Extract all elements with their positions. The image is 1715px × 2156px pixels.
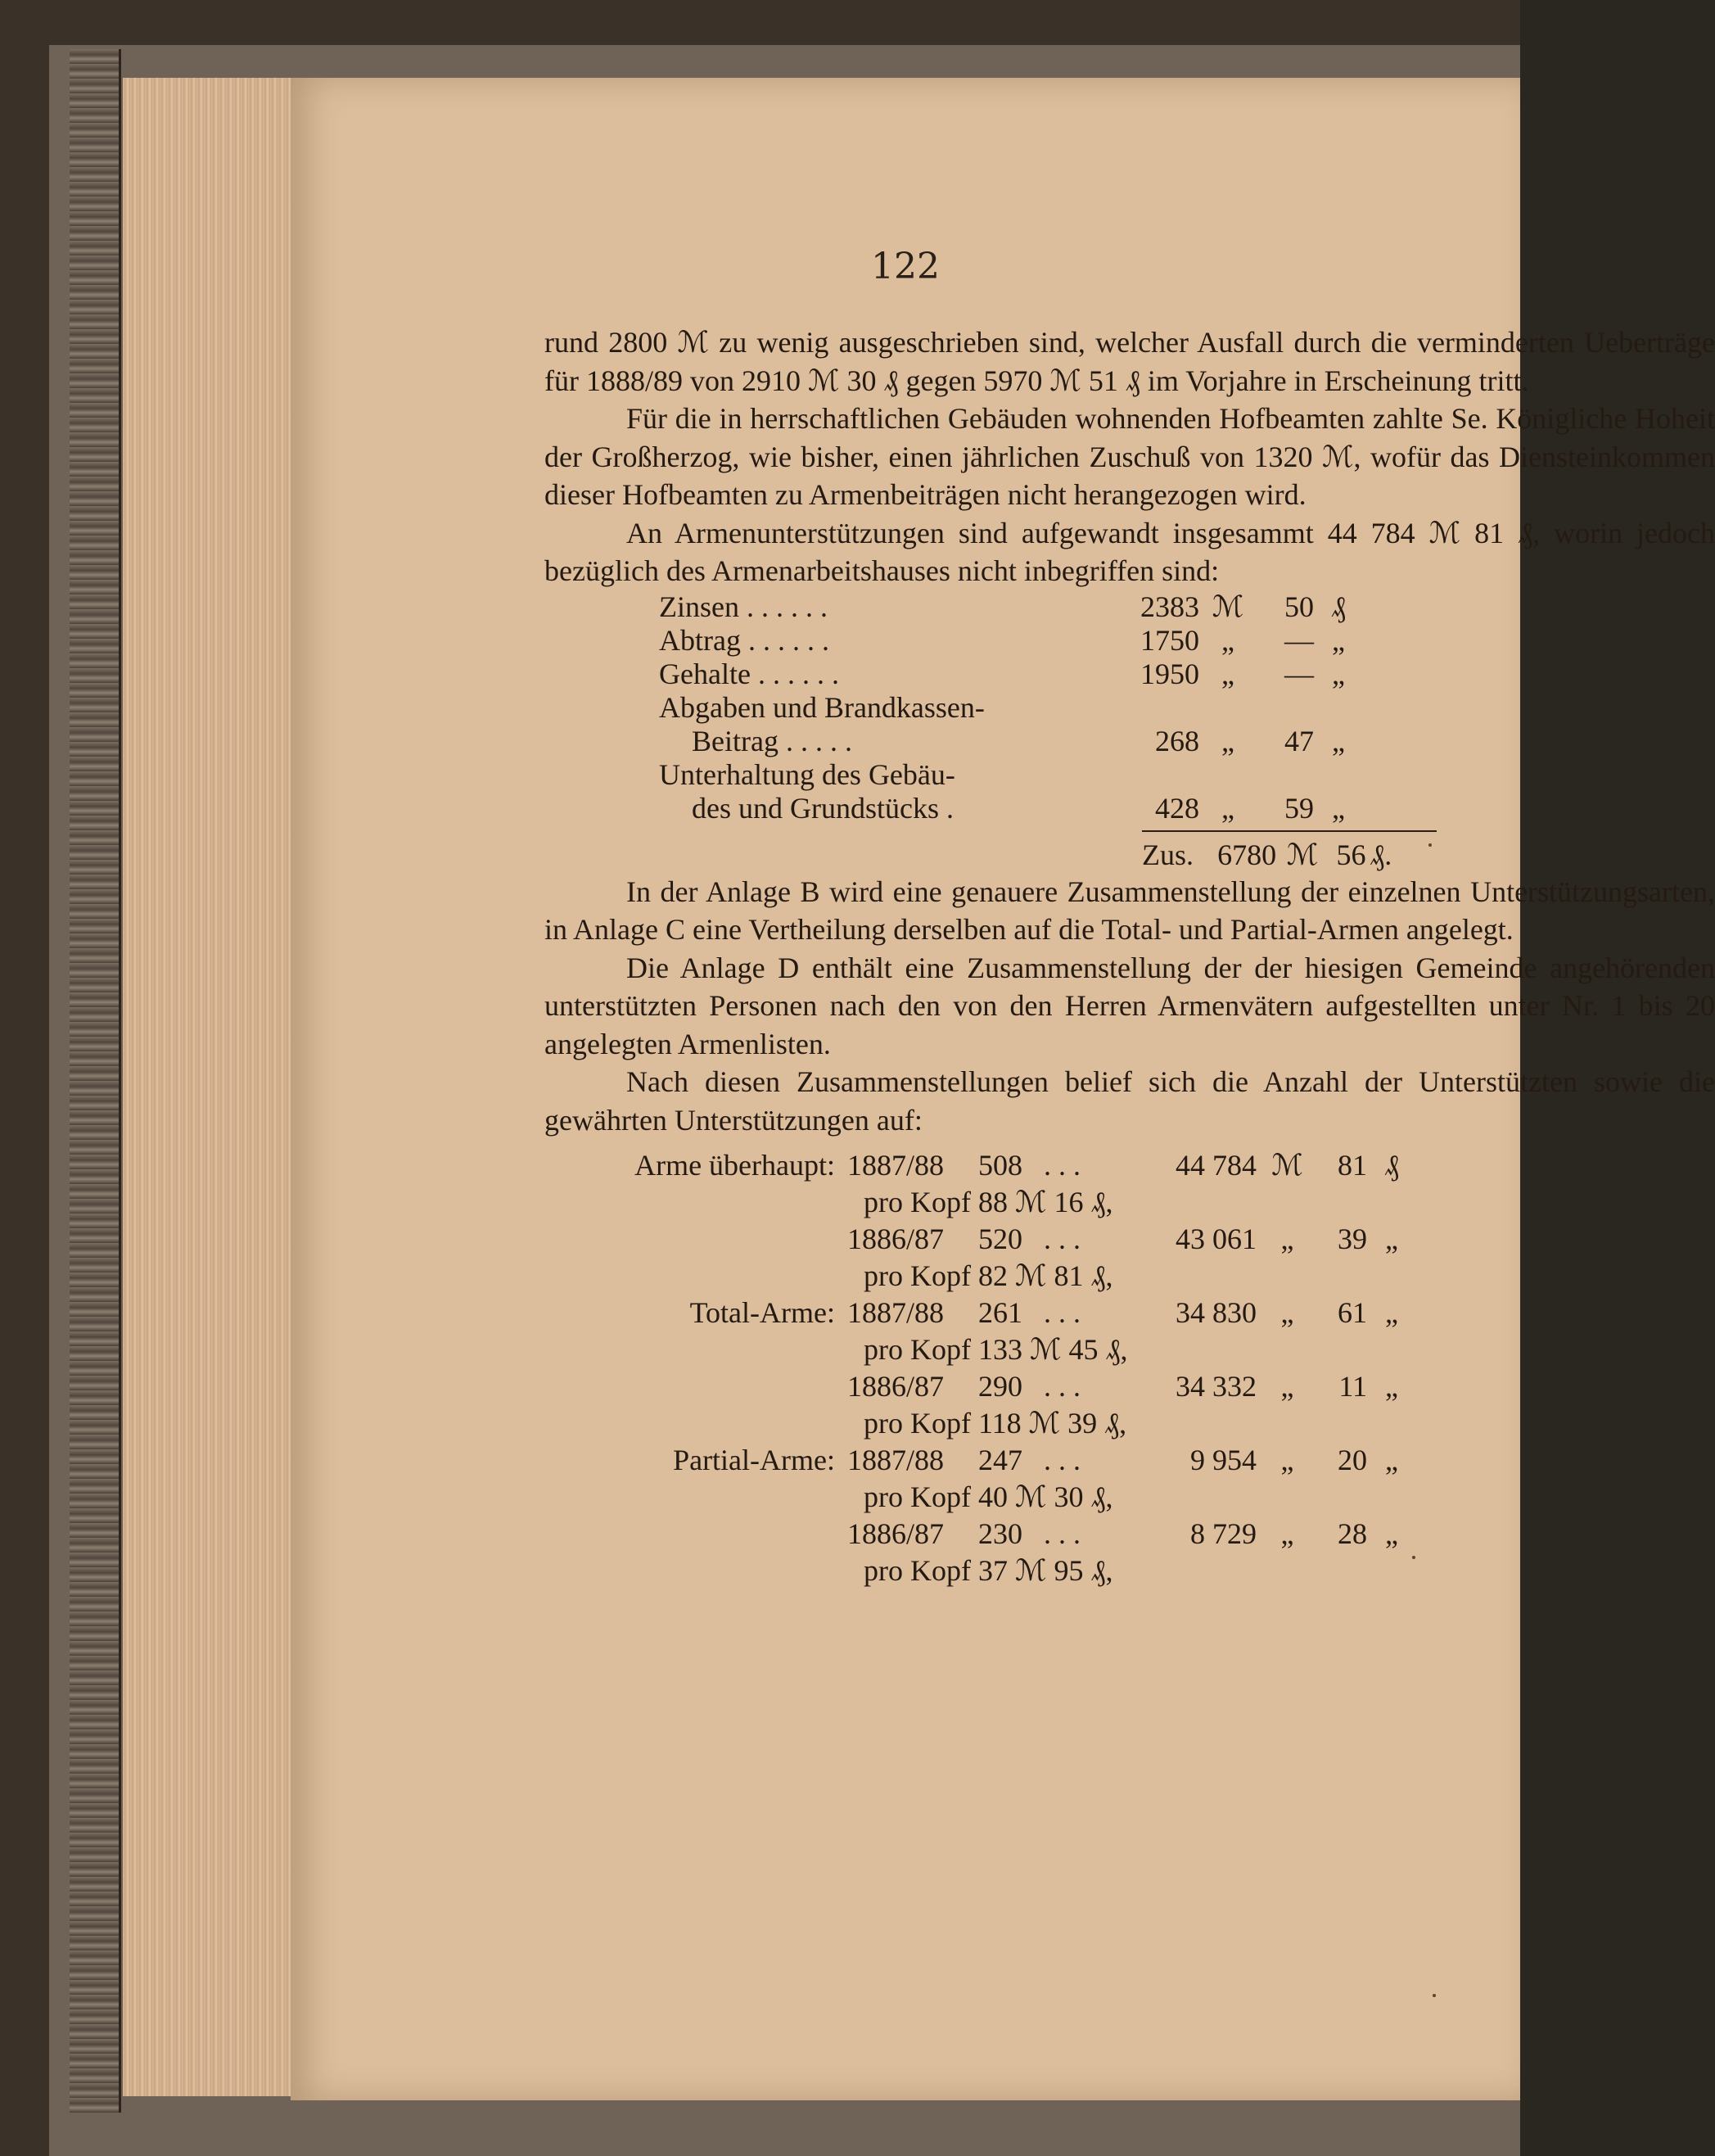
statistics-table — [544, 1147, 1715, 1589]
stats-category — [544, 1516, 847, 1553]
ledger-label: Unterhaltung des Gebäu- — [659, 757, 955, 791]
stats-row — [544, 1295, 1715, 1331]
per-head-row: pro Kopf 82 ℳ 81 ₰, — [864, 1259, 1113, 1292]
page-edges — [123, 78, 299, 2096]
paragraph-2: Für die in herrschaftlichen Gebäuden wohnenden Hofbeamten zahlte Se. Königliche Hoheit der Großherzog, wie bisher, einen jährlichen Zuschuß von 1320 ℳ, wofür das Diensteinkommen dieser Hofbeamten zu Armenbeiträgen nicht herangezogen wird. — [544, 402, 1715, 511]
stats-subunit: „ — [1385, 1444, 1398, 1476]
stats-count: 230 — [978, 1517, 1022, 1550]
stats-unit: „ — [1280, 1517, 1294, 1550]
stats-sub: 11 — [1338, 1370, 1367, 1403]
stats-subunit: ₰ — [1384, 1149, 1399, 1182]
paper-speck — [1412, 1556, 1415, 1559]
ledger-label: Beitrag . . . . . — [692, 724, 852, 757]
stats-total: 43 061 — [1176, 1223, 1257, 1255]
paragraph-3: An Armenunterstützungen sind aufgewandt insgesammt 44 784 ℳ 81 ₰, worin jedoch bezüglich des Armenarbeitshauses nicht inbegriffen sind: — [544, 516, 1715, 587]
ledger-label: Abtrag . . . . . . — [659, 623, 829, 657]
ledger-subunit: „ — [1332, 623, 1345, 657]
per-head-row: pro Kopf 88 ℳ 16 ₰, — [864, 1186, 1113, 1218]
stats-unit: „ — [1280, 1296, 1294, 1329]
paragraph-4: In der Anlage B wird eine genauere Zusammenstellung der einzelnen Unterstützungsarten, in Anlage C eine Vertheilung derselben auf die Total- und Partial-Armen angelegt. — [544, 875, 1715, 946]
ledger-subunit: „ — [1332, 657, 1345, 690]
sum-unit: ℳ — [1286, 838, 1319, 871]
stats-subunit: „ — [1385, 1517, 1398, 1550]
sum-label: Zus. — [1142, 838, 1194, 871]
ledger-row — [659, 792, 1396, 825]
sum-subunit: ₰. — [1370, 838, 1392, 871]
stats-year: 1886/87 — [847, 1517, 945, 1550]
stats-unit: „ — [1280, 1223, 1294, 1255]
stats-dots: . . . — [1044, 1223, 1081, 1255]
stats-row — [544, 1147, 1715, 1184]
stats-sub: 28 — [1338, 1517, 1367, 1550]
stats-count: 247 — [978, 1444, 1022, 1476]
ledger-unit: ℳ — [1212, 590, 1244, 623]
stats-dots: . . . — [1044, 1517, 1081, 1550]
ledger-row — [659, 758, 1396, 792]
paragraph-5: Die Anlage D enthält eine Zusammenstellung der der hiesigen Gemeinde angehörenden unterstützten Personen nach den von den Herren Armenvätern aufgestellten unter Nr. 1 bis 20 angelegten Armenlisten. — [544, 951, 1715, 1060]
stats-count: 508 — [978, 1149, 1022, 1182]
ledger-label: Zinsen . . . . . . — [659, 590, 828, 623]
sum-sub: 56 — [1336, 838, 1366, 871]
ledger-sub: 50 — [1284, 590, 1314, 623]
stats-count: 290 — [978, 1370, 1022, 1403]
book-page — [291, 78, 1715, 2100]
stats-category: Arme überhaupt: — [634, 1149, 835, 1182]
stats-subunit: „ — [1385, 1223, 1398, 1255]
ledger-amount: 268 — [1155, 724, 1199, 757]
stats-total: 34 332 — [1176, 1370, 1257, 1403]
ledger-row — [659, 658, 1396, 691]
stats-year: 1886/87 — [847, 1370, 945, 1403]
ledger-amount: 1950 — [1140, 657, 1199, 690]
stats-category: Partial-Arme: — [673, 1444, 835, 1476]
ledger-amount: 428 — [1155, 791, 1199, 825]
stats-total: 9 954 — [1190, 1444, 1257, 1476]
paper-speck — [1428, 843, 1432, 847]
stats-total: 8 729 — [1190, 1517, 1257, 1550]
stats-subunit: „ — [1385, 1370, 1398, 1403]
stats-sub: 61 — [1338, 1296, 1367, 1329]
sum-rule — [1142, 830, 1437, 832]
stats-unit: ℳ — [1271, 1149, 1303, 1182]
stats-dots: . . . — [1044, 1149, 1081, 1182]
ledger-row — [659, 590, 1396, 624]
ledger-sum-row — [1142, 837, 1396, 873]
stats-dots: . . . — [1044, 1444, 1081, 1476]
stats-year: 1887/88 — [847, 1444, 945, 1476]
ledger-sub: 59 — [1284, 791, 1314, 825]
stats-year: 1886/87 — [847, 1223, 945, 1255]
ledger-amount: 2383 — [1140, 590, 1199, 623]
per-head-row: pro Kopf 133 ℳ 45 ₰, — [864, 1333, 1128, 1366]
ledger-sub: — — [1284, 657, 1314, 690]
stats-category — [544, 1221, 847, 1258]
stats-dots: . . . — [1044, 1296, 1081, 1329]
stats-subunit: „ — [1385, 1296, 1398, 1329]
stats-sub: 81 — [1338, 1149, 1367, 1182]
stats-sub: 20 — [1338, 1444, 1367, 1476]
per-head-row: pro Kopf 37 ℳ 95 ₰, — [864, 1554, 1113, 1587]
ledger-label: Abgaben und Brandkassen- — [659, 690, 985, 724]
paper-speck — [1433, 1994, 1436, 1997]
ledger-unit: „ — [1221, 724, 1234, 757]
stats-count: 520 — [978, 1223, 1022, 1255]
ledger-unit: „ — [1221, 657, 1234, 690]
ledger-subunit: „ — [1332, 724, 1345, 757]
stats-unit: „ — [1280, 1370, 1294, 1403]
stats-category: Total-Arme: — [689, 1296, 835, 1329]
ledger-row — [659, 725, 1396, 758]
book-spine — [70, 49, 121, 2113]
sum-amount: 6780 — [1217, 838, 1277, 871]
stats-row — [544, 1368, 1715, 1405]
expense-ledger — [659, 590, 1396, 873]
stats-row — [544, 1221, 1715, 1258]
ledger-row — [659, 624, 1396, 658]
stats-row — [544, 1442, 1715, 1479]
paragraph-1: rund 2800 ℳ zu wenig ausgeschrieben sind, welcher Ausfall durch die verminderten Ueberträge für 1888/89 von 2910 ℳ 30 ₰ gegen 5970 ℳ 51 ₰ im Vorjahre in Erscheinung tritt. — [544, 326, 1715, 397]
ledger-subunit: „ — [1332, 791, 1345, 825]
ledger-sub: 47 — [1284, 724, 1314, 757]
ledger-label: des und Grundstücks . — [692, 791, 954, 825]
per-head-row: pro Kopf 118 ℳ 39 ₰, — [864, 1407, 1127, 1440]
ledger-label: Gehalte . . . . . . — [659, 657, 839, 690]
ledger-subunit: ₰ — [1331, 590, 1346, 623]
stats-count: 261 — [978, 1296, 1022, 1329]
ledger-sub: — — [1284, 623, 1314, 657]
stats-total: 44 784 — [1176, 1149, 1257, 1182]
stats-dots: . . . — [1044, 1370, 1081, 1403]
stats-unit: „ — [1280, 1444, 1294, 1476]
stats-year: 1887/88 — [847, 1149, 945, 1182]
stats-year: 1887/88 — [847, 1296, 945, 1329]
stats-category — [544, 1368, 847, 1405]
ledger-amount: 1750 — [1140, 623, 1199, 657]
ledger-unit: „ — [1221, 623, 1234, 657]
per-head-row: pro Kopf 40 ℳ 30 ₰, — [864, 1480, 1113, 1513]
ledger-unit: „ — [1221, 791, 1234, 825]
page-body — [544, 323, 1715, 1589]
ledger-row — [659, 691, 1396, 725]
stats-row — [544, 1516, 1715, 1553]
stats-sub: 39 — [1338, 1223, 1367, 1255]
stats-total: 34 830 — [1176, 1296, 1257, 1329]
paragraph-6: Nach diesen Zusammenstellungen belief sich die Anzahl der Unterstützten sowie die gewährten Unterstützungen auf: — [544, 1065, 1715, 1137]
page-number: 122 — [871, 246, 940, 287]
